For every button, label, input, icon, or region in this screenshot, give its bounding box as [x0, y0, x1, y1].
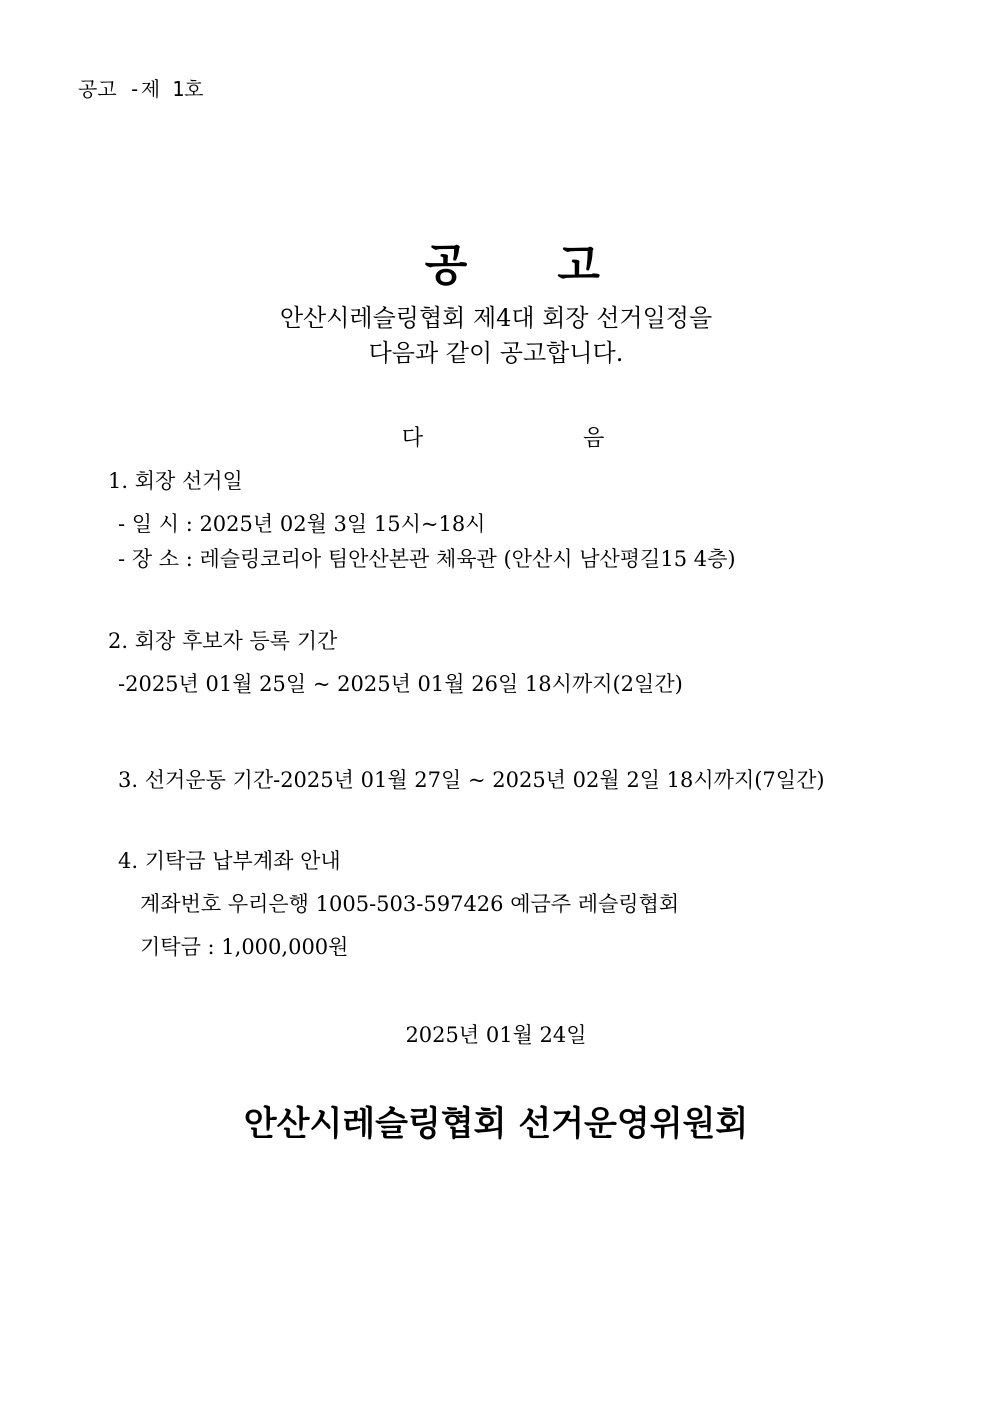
heading-char-1: 다 [401, 426, 423, 451]
title-char-1: 공 [424, 240, 470, 291]
section-1-datetime: - 일 시 : 2025년 02월 3일 15시~18시 [118, 512, 486, 536]
section-2-title: 2. 회장 후보자 등록 기간 [108, 629, 338, 653]
organization-name: 안산시레슬링협회 선거운영위원회 [243, 1104, 749, 1144]
title-char-2: 고 [557, 240, 602, 291]
section-4-title: 4. 기탁금 납부계좌 안내 [118, 849, 341, 873]
section-3-title: 3. 선거운동 기간-2025년 01월 27일 ~ 2025년 02월 2일 18시까지(7일간) [118, 768, 825, 792]
page-title [0, 178, 992, 293]
section-heading [0, 396, 992, 452]
document-number: 공고 -제 1호 [78, 77, 204, 101]
heading-char-2: 음 [583, 426, 605, 451]
intro-line-2: 다음과 같이 공고합니다. [368, 339, 624, 367]
notice-date: 2025년 01월 24일 [405, 1023, 587, 1047]
section-4-deposit: 기탁금 : 1,000,000원 [140, 935, 349, 959]
section-1-title: 1. 회장 선거일 [108, 469, 243, 493]
section-2-period: -2025년 01월 25일 ~ 2025년 01월 26일 18시까지(2일간) [118, 672, 683, 696]
intro-line-1: 안산시레슬링협회 제4대 회장 선거일정을 [279, 304, 713, 332]
section-1-location: - 장 소 : 레슬링코리아 팀안산본관 체육관 (안산시 남산평길15 4층) [118, 547, 736, 571]
section-4-account: 계좌번호 우리은행 1005-503-597426 예금주 레슬링협회 [140, 892, 680, 916]
